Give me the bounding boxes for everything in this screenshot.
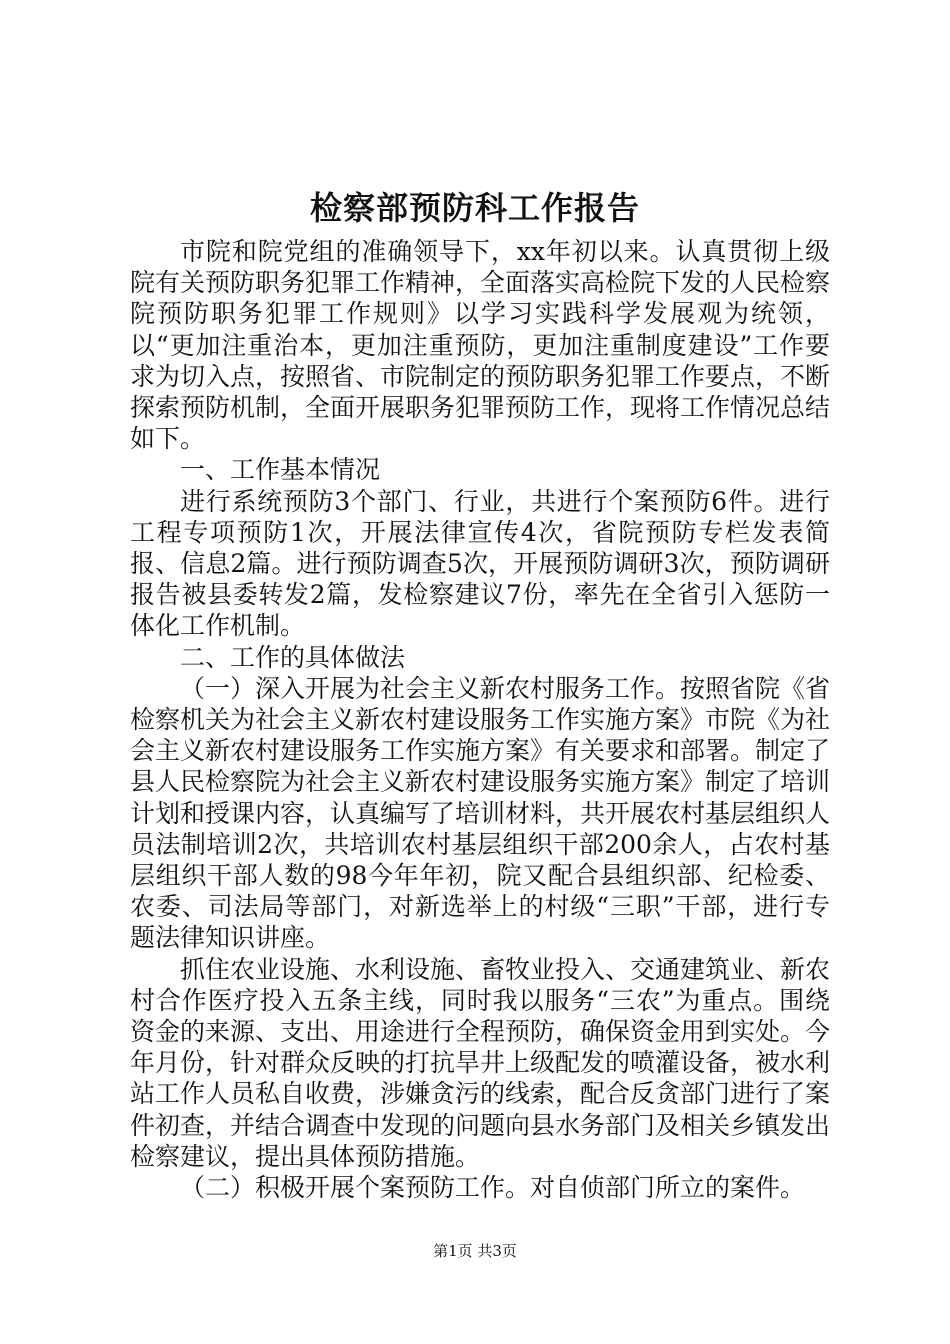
section-heading-2: 二、工作的具体做法 xyxy=(180,642,406,672)
paragraph-rural-service: （一）深入开展为社会主义新农村服务工作。按照省院《省检察机关为社会主义新农村建设服务工作实施方案》市院《为社会主义新农村建设服务工作实施方案》有关要求和部署。制定了县人民检察院为社会主义新农村建设服务实施方案》制定了培训计划和授课内容，认真编写了培训材料，共开展农村基层组织人员法制培训2次，共培训农村基层组织干部200余人，占农村基层组织干部人数的98今年年初，院又配合县组织部、纪检委、农委、司法局等部门，对新选举上的村级“三职”干部，进行专题法律知识讲座。 xyxy=(130,673,831,953)
page-footer: 第1页 共3页 xyxy=(433,1242,517,1260)
paragraph-basic-situation: 进行系统预防3个部门、行业，共进行个案预防6件。进行工程专项预防1次，开展法律宣传4次，省院预防专栏发表简报、信息2篇。进行预防调查5次，开展预防调研3次，预防调研报告被县委转发2篇，发检察建议7份，率先在全省引入惩防一体化工作机制。 xyxy=(130,486,830,641)
document-body xyxy=(130,236,830,1203)
document-title: 检察部预防科工作报告 xyxy=(309,189,640,227)
paragraph-main-lines: 抓住农业设施、水利设施、畜牧业投入、交通建筑业、新农村合作医疗投入五条主线，同时我以服务“三农”为重点。围绕资金的来源、支出、用途进行全程预防，确保资金用到实处。今年月份，针对群众反映的打抗旱井上级配发的喷灌设备，被水利站工作人员私自收费，涉嫌贪污的线索，配合反贪部门进行了案件初查，并结合调查中发现的问题向县水务部门及相关乡镇发出检察建议，提出具体预防措施。 xyxy=(130,954,831,1171)
paragraph-intro: 市院和院党组的准确领导下，xx年初以来。认真贯彻上级院有关预防职务犯罪工作精神，全面落实高检院下发的人民检察院预防职务犯罪工作规则》以学习实践科学发展观为统领，以“更加注重治本，更加注重预防，更加注重制度建设”工作要求为切入点，按照省、市院制定的预防职务犯罪工作要点，不断探索预防机制，全面开展职务犯罪预防工作，现将工作情况总结如下。 xyxy=(130,237,831,454)
paragraph-case-prevention: （二）积极开展个案预防工作。对自侦部门所立的案件。 xyxy=(180,1173,806,1203)
section-heading-1: 一、工作基本情况 xyxy=(180,455,381,485)
